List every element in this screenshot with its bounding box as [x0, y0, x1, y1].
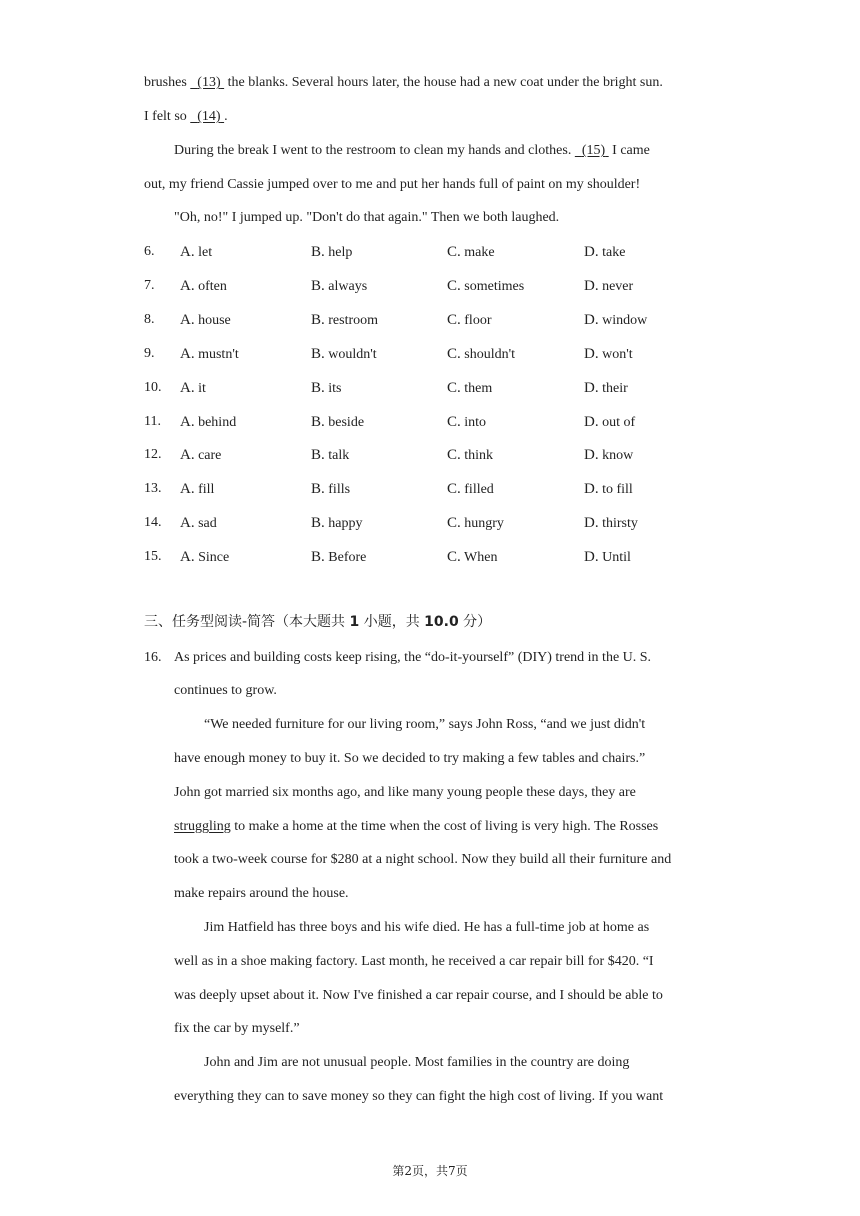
passage-text: brushes [144, 75, 187, 90]
question-row [144, 275, 744, 297]
passage-text: I came [612, 143, 650, 158]
question-row [144, 377, 744, 399]
question-row [144, 546, 744, 568]
blank-15: (15) [581, 143, 606, 158]
option-a: A. mustn't [180, 346, 239, 362]
passage-text: the blanks. Several hours later, the house had a new coat under the bright sun. [227, 75, 663, 90]
option-a: A. let [180, 244, 213, 260]
option-c: C. into [447, 414, 487, 430]
option-d: D. their [584, 380, 628, 396]
passage-line-5 [174, 208, 559, 228]
option-a: A. house [180, 312, 231, 328]
question-number: 14. [144, 515, 162, 530]
option-b: B. happy [311, 515, 363, 531]
reading-line: fix the car by myself.” [174, 1021, 300, 1036]
blank-14: (14) [197, 109, 221, 124]
option-a: A. often [180, 278, 227, 294]
passage-text: I felt so [144, 109, 187, 124]
option-d: D. take [584, 244, 626, 260]
option-d: D. Until [584, 549, 631, 565]
option-c: C. hungry [447, 515, 504, 531]
page-footer: 第2页，共7页 [392, 1164, 468, 1178]
option-b: B. always [311, 278, 368, 294]
option-c: C. sometimes [447, 278, 525, 294]
question-row [144, 512, 744, 534]
reading-line: have enough money to buy it. So we decided to try making a few tables and chairs.” [174, 751, 646, 766]
option-b: B. beside [311, 414, 365, 430]
total-score: 10.0 [424, 614, 459, 630]
question-number: 11. [144, 414, 161, 429]
option-c: C. floor [447, 312, 492, 328]
question-row [144, 241, 744, 263]
question-number: 16. [144, 650, 162, 665]
option-c: C. When [447, 549, 498, 565]
option-b: B. wouldn't [311, 346, 377, 362]
option-d: D. won't [584, 346, 633, 362]
passage-line-1 [144, 73, 663, 93]
option-b: B. fills [311, 481, 351, 497]
question-number: 8. [144, 312, 155, 327]
option-c: C. them [447, 380, 493, 396]
option-a: A. sad [180, 515, 217, 531]
option-b: B. restroom [311, 312, 379, 328]
reading-line: “We needed furniture for our living room,” says John Ross, “and we just didn't [204, 717, 646, 732]
reading-line: Jim Hatfield has three boys and his wife died. He has a full-time job at home as [204, 920, 650, 935]
passage-text: out, my friend Cassie jumped over to me and put her hands full of paint on my shoulder! [144, 177, 641, 192]
option-c: C. filled [447, 481, 494, 497]
option-d: D. window [584, 312, 648, 328]
question-number: 7. [144, 278, 155, 293]
question-number: 10. [144, 380, 162, 395]
passage-text: "Oh, no!" I jumped up. "Don't do that again." Then we both laughed. [174, 210, 560, 225]
passage-line-2 [144, 107, 228, 127]
passage-line-3 [174, 141, 650, 161]
question-number: 6. [144, 244, 155, 259]
question-number: 13. [144, 481, 162, 496]
blank-13: (13) [197, 75, 221, 90]
question-count: 1 [349, 614, 360, 630]
option-b: B. help [311, 244, 353, 260]
reading-line: make repairs around the house. [174, 886, 349, 901]
option-a: A. Since [180, 549, 230, 565]
question-row [144, 309, 744, 331]
option-b: B. Before [311, 549, 367, 565]
option-a: A. behind [180, 414, 237, 430]
reading-line: everything they can to save money so they can fight the high cost of living. If you want [174, 1089, 664, 1104]
option-d: D. to fill [584, 481, 633, 497]
option-a: A. it [180, 380, 206, 396]
option-c: C. make [447, 244, 495, 260]
passage-text: . [224, 109, 228, 124]
option-a: A. fill [180, 481, 215, 497]
reading-line: was deeply upset about it. Now I've finished a car repair course, and I should be able to [174, 988, 663, 1003]
reading-line: took a two-week course for $280 at a night school. Now they build all their furniture and [174, 852, 672, 867]
option-c: C. shouldn't [447, 346, 516, 362]
option-b: B. talk [311, 447, 350, 463]
reading-line: continues to grow. [174, 683, 277, 698]
option-b: B. its [311, 380, 342, 396]
reading-line: well as in a shoe making factory. Last month, he received a car repair bill for $420. “I [174, 954, 654, 969]
question-number: 9. [144, 346, 155, 361]
passage-line-4 [144, 175, 640, 195]
option-d: D. out of [584, 414, 636, 430]
question-row [144, 411, 744, 433]
option-c: C. think [447, 447, 494, 463]
question-number: 15. [144, 549, 162, 564]
reading-line: As prices and building costs keep rising, the “do-it-yourself” (DIY) trend in the U. S. [174, 650, 652, 665]
passage-text: During the break I went to the restroom to clean my hands and clothes. [174, 143, 572, 158]
reading-line: John and Jim are not unusual people. Most families in the country are doing [204, 1055, 630, 1070]
question-number: 12. [144, 447, 162, 462]
section-heading: 三、任务型阅读-简答（本大题共 1 小题，共 10.0 分） [144, 614, 492, 630]
question-row [144, 343, 744, 365]
option-d: D. never [584, 278, 634, 294]
question-row [144, 444, 744, 466]
option-a: A. care [180, 447, 222, 463]
underlined-word: struggling [174, 819, 231, 834]
option-d: D. know [584, 447, 634, 463]
question-row [144, 478, 744, 500]
option-d: D. thirsty [584, 515, 638, 531]
reading-line: John got married six months ago, and like many young people these days, they are [174, 785, 636, 800]
reading-line: struggling to make a home at the time when the cost of living is very high. The Rosses [174, 819, 659, 834]
